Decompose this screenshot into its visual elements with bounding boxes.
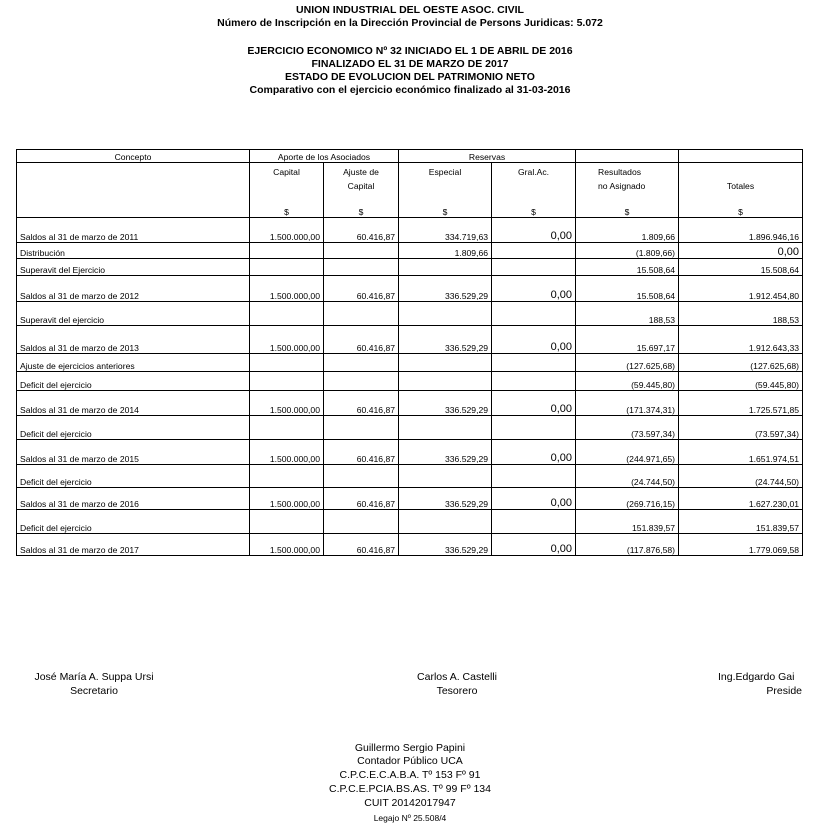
- cell-resultados: (73.597,34): [576, 416, 679, 440]
- cell-ajuste: [324, 465, 399, 488]
- cell-ajuste: [324, 259, 399, 276]
- currency-symbol: $: [399, 191, 492, 218]
- accountant-name: Guillermo Sergio Papini: [354, 742, 466, 754]
- ajuste-header-2: Capital: [324, 177, 399, 191]
- cell-gral: 0,00: [492, 326, 576, 354]
- cell-concept: Saldos al 31 de marzo de 2017: [17, 534, 250, 556]
- cell-gral: [492, 372, 576, 391]
- comparative-line: Comparativo con el ejercicio económico finalizado al 31-03-2016: [249, 84, 571, 96]
- cell-resultados: 15.697,17: [576, 326, 679, 354]
- cell-totales: 1.725.571,85: [679, 391, 803, 416]
- cell-gral: [492, 302, 576, 326]
- cell-ajuste: 60.416,87: [324, 391, 399, 416]
- cell-capital: 1.500.000,00: [250, 391, 324, 416]
- cell-especial: 336.529,29: [399, 534, 492, 556]
- table-row: [17, 534, 803, 556]
- cell-totales: 1.779.069,58: [679, 534, 803, 556]
- accountant-legajo: Legajo Nº 25.508/4: [373, 813, 447, 823]
- cell-gral: 0,00: [492, 534, 576, 556]
- cell-concept: Deficit del ejercicio: [17, 510, 250, 534]
- group-header-row: [17, 150, 803, 163]
- cell-resultados: 151.839,57: [576, 510, 679, 534]
- capital-header: Capital: [250, 163, 324, 177]
- exercise-line: EJERCICIO ECONOMICO Nº 32 INICIADO EL 1 DE ABRIL DE 2016: [247, 45, 573, 57]
- secretary-role: Secretario: [70, 685, 118, 697]
- column-header-row-1: [17, 163, 803, 177]
- table-row: [17, 259, 803, 276]
- cell-resultados: 1.809,66: [576, 218, 679, 243]
- cell-resultados: (1.809,66): [576, 243, 679, 259]
- table-row: [17, 391, 803, 416]
- cell-capital: 1.500.000,00: [250, 440, 324, 465]
- cell-especial: 336.529,29: [399, 326, 492, 354]
- cell-concept: Saldos al 31 de marzo de 2012: [17, 276, 250, 302]
- cell-resultados: 15.508,64: [576, 259, 679, 276]
- registration-line: Número de Inscripción en la Dirección Provincial de Persons Juridicas: 5.072: [217, 17, 603, 29]
- cell-capital: [250, 372, 324, 391]
- cell-ajuste: 60.416,87: [324, 276, 399, 302]
- totales-header: Totales: [679, 177, 803, 191]
- cell-especial: [399, 259, 492, 276]
- aporte-header: Aporte de los Asociados: [250, 150, 399, 163]
- cell-concept: Saldos al 31 de marzo de 2011: [17, 218, 250, 243]
- cell-ajuste: [324, 510, 399, 534]
- cell-especial: 336.529,29: [399, 276, 492, 302]
- cell-totales: 1.627.230,01: [679, 488, 803, 510]
- cell-resultados: (117.876,58): [576, 534, 679, 556]
- table-row: [17, 354, 803, 372]
- cell-totales: 1.912.643,33: [679, 326, 803, 354]
- cell-gral: 0,00: [492, 488, 576, 510]
- especial-header: Especial: [399, 163, 492, 177]
- cell-concept: Saldos al 31 de marzo de 2014: [17, 391, 250, 416]
- cell-especial: [399, 510, 492, 534]
- cell-capital: [250, 416, 324, 440]
- cell-resultados: (127.625,68): [576, 354, 679, 372]
- cell-totales: (24.744,50): [679, 465, 803, 488]
- cell-capital: [250, 243, 324, 259]
- currency-symbol: $: [679, 191, 803, 218]
- table-row: [17, 302, 803, 326]
- cell-gral: [492, 465, 576, 488]
- cell-capital: [250, 259, 324, 276]
- secretary-name: José María A. Suppa Ursi: [34, 671, 154, 683]
- cell-ajuste: [324, 416, 399, 440]
- currency-symbol: $: [250, 191, 324, 218]
- cell-capital: [250, 354, 324, 372]
- cell-especial: [399, 302, 492, 326]
- cell-concept: Deficit del ejercicio: [17, 416, 250, 440]
- ended-line: FINALIZADO EL 31 DE MARZO DE 2017: [311, 58, 509, 70]
- cell-capital: 1.500.000,00: [250, 326, 324, 354]
- cell-resultados: 188,53: [576, 302, 679, 326]
- cell-resultados: (24.744,50): [576, 465, 679, 488]
- cell-concept: Superavit del Ejercicio: [17, 259, 250, 276]
- cell-concept: Deficit del ejercicio: [17, 372, 250, 391]
- cell-totales: 1.896.946,16: [679, 218, 803, 243]
- cell-especial: 336.529,29: [399, 440, 492, 465]
- table-row: [17, 326, 803, 354]
- treasurer-name: Carlos A. Castelli: [417, 671, 497, 683]
- signature-treasurer: [417, 670, 497, 698]
- table-row: [17, 243, 803, 259]
- cell-capital: [250, 510, 324, 534]
- cell-capital: 1.500.000,00: [250, 276, 324, 302]
- cell-gral: [492, 243, 576, 259]
- table-row: [17, 465, 803, 488]
- cell-totales: 1.912.454,80: [679, 276, 803, 302]
- table-row: [17, 372, 803, 391]
- cell-especial: [399, 416, 492, 440]
- cell-gral: [492, 510, 576, 534]
- currency-symbol: $: [492, 191, 576, 218]
- cell-especial: [399, 354, 492, 372]
- cell-totales: (73.597,34): [679, 416, 803, 440]
- cell-capital: [250, 465, 324, 488]
- cell-ajuste: 60.416,87: [324, 488, 399, 510]
- cell-especial: [399, 465, 492, 488]
- cell-totales: (59.445,80): [679, 372, 803, 391]
- cell-capital: [250, 302, 324, 326]
- cell-ajuste: [324, 243, 399, 259]
- cell-ajuste: 60.416,87: [324, 440, 399, 465]
- org-name: UNION INDUSTRIAL DEL OESTE ASOC. CIVIL: [296, 4, 524, 16]
- table-row: [17, 416, 803, 440]
- president-role: Preside: [766, 685, 802, 697]
- concept-header: Concepto: [17, 150, 250, 163]
- table-row: [17, 510, 803, 534]
- cell-concept: Ajuste de ejercicios anteriores: [17, 354, 250, 372]
- currency-symbol: $: [324, 191, 399, 218]
- cell-capital: 1.500.000,00: [250, 488, 324, 510]
- currency-symbol: $: [576, 191, 679, 218]
- table-row: [17, 488, 803, 510]
- cell-especial: 334.719,63: [399, 218, 492, 243]
- cell-ajuste: 60.416,87: [324, 326, 399, 354]
- accountant-reg-pba: C.P.C.E.PCIA.BS.AS. Tº 99 Fº 134: [329, 783, 491, 795]
- cell-resultados: (269.716,15): [576, 488, 679, 510]
- cell-gral: 0,00: [492, 391, 576, 416]
- cell-gral: [492, 416, 576, 440]
- cell-ajuste: [324, 372, 399, 391]
- cell-gral: [492, 354, 576, 372]
- currency-row: [17, 191, 803, 218]
- cell-resultados: (59.445,80): [576, 372, 679, 391]
- cell-gral: 0,00: [492, 440, 576, 465]
- table-row: [17, 440, 803, 465]
- ajuste-header-1: Ajuste de: [324, 163, 399, 177]
- cell-gral: 0,00: [492, 276, 576, 302]
- cell-resultados: 15.508,64: [576, 276, 679, 302]
- cell-especial: 336.529,29: [399, 488, 492, 510]
- reservas-header: Reservas: [399, 150, 576, 163]
- cell-concept: Superavit del ejercicio: [17, 302, 250, 326]
- cell-resultados: (244.971,65): [576, 440, 679, 465]
- resultados-header-2: no Asignado: [576, 177, 679, 191]
- cell-totales: 0,00: [679, 243, 803, 259]
- cell-concept: Saldos al 31 de marzo de 2013: [17, 326, 250, 354]
- cell-concept: Distribución: [17, 243, 250, 259]
- signature-president: [718, 670, 802, 698]
- cell-gral: 0,00: [492, 218, 576, 243]
- cell-concept: Deficit del ejercicio: [17, 465, 250, 488]
- table-row: [17, 276, 803, 302]
- cell-capital: 1.500.000,00: [250, 218, 324, 243]
- cell-ajuste: [324, 354, 399, 372]
- equity-evolution-table: [16, 149, 803, 556]
- treasurer-role: Tesorero: [436, 685, 478, 697]
- signature-secretary: [34, 670, 153, 698]
- table-row: [17, 218, 803, 243]
- cell-ajuste: [324, 302, 399, 326]
- cell-capital: 1.500.000,00: [250, 534, 324, 556]
- resultados-header-1: Resultados: [576, 163, 679, 177]
- cell-especial: 1.809,66: [399, 243, 492, 259]
- accountant-title: Contador Público UCA: [357, 755, 463, 767]
- cell-totales: (127.625,68): [679, 354, 803, 372]
- cell-concept: Saldos al 31 de marzo de 2016: [17, 488, 250, 510]
- gral-header: Gral.Ac.: [492, 163, 576, 177]
- cell-totales: 151.839,57: [679, 510, 803, 534]
- cell-ajuste: 60.416,87: [324, 534, 399, 556]
- president-name: Ing.Edgardo Gai: [718, 671, 795, 683]
- cell-totales: 1.651.974,51: [679, 440, 803, 465]
- cell-concept: Saldos al 31 de marzo de 2015: [17, 440, 250, 465]
- cell-gral: [492, 259, 576, 276]
- cell-totales: 188,53: [679, 302, 803, 326]
- cell-ajuste: 60.416,87: [324, 218, 399, 243]
- statement-title: ESTADO DE EVOLUCION DEL PATRIMONIO NETO: [285, 71, 535, 83]
- cell-resultados: (171.374,31): [576, 391, 679, 416]
- column-header-row-2: [17, 177, 803, 191]
- accountant-cuit: CUIT 20142017947: [364, 797, 456, 809]
- cell-especial: [399, 372, 492, 391]
- cell-totales: 15.508,64: [679, 259, 803, 276]
- cell-especial: 336.529,29: [399, 391, 492, 416]
- accountant-reg-caba: C.P.C.E.C.A.B.A. Tº 153 Fº 91: [339, 769, 481, 781]
